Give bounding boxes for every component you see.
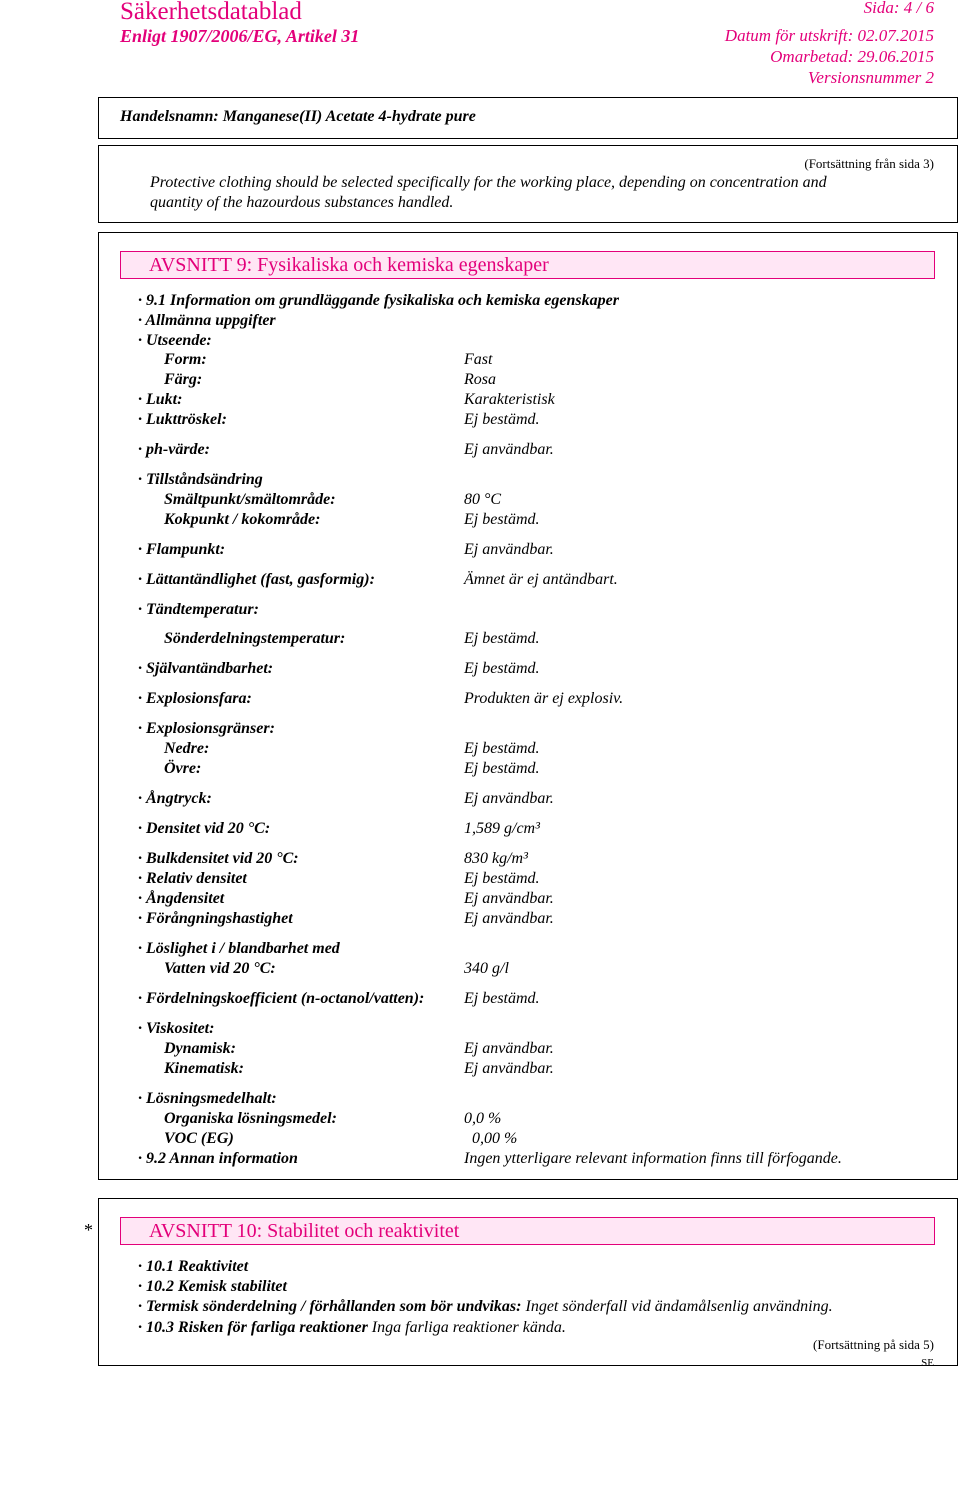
property-value: 340 g/l [464, 960, 509, 977]
protective-clothing-line2: quantity of the hazourdous substances handled. [150, 194, 454, 211]
property-label: · Självantändbarhet: [138, 660, 274, 677]
property-row [138, 660, 540, 678]
property-label: VOC (EG) [164, 1130, 234, 1147]
property-value: Ej användbar. [464, 541, 554, 558]
property-label: · Löslighet i / blandbarhet med [138, 940, 340, 957]
property-value: Rosa [464, 371, 496, 388]
property-value: Ämnet är ej antändbart. [464, 571, 618, 588]
property-label: Nedre: [164, 740, 210, 757]
chemical-stability-line: · 10.2 Kemisk stabilitet [138, 1278, 287, 1295]
property-row [138, 491, 502, 509]
hazardous-reactions-line [138, 1319, 566, 1337]
page-number: Sida: 4 / 6 [863, 0, 934, 17]
property-label: · Lukt: [138, 391, 183, 408]
property-value: 0,00 % [472, 1130, 518, 1147]
property-label: · Fördelningskoefficient (n-octanol/vatten): [138, 990, 425, 1007]
regulation-subtitle: Enligt 1907/2006/EG, Artikel 31 [120, 26, 360, 46]
property-row [138, 690, 624, 708]
property-row [138, 292, 619, 310]
property-row [138, 312, 276, 330]
hazardous-reactions-label: · 10.3 Risken för farliga reaktioner [138, 1319, 368, 1336]
property-row [138, 910, 554, 928]
print-date: Datum för utskrift: 02.07.2015 [724, 26, 934, 45]
property-value: 80 °C [464, 491, 502, 508]
continued-from: (Fortsättning från sida 3) [804, 156, 934, 171]
property-row [138, 541, 554, 559]
property-row [138, 630, 540, 648]
property-value: Produkten är ej explosiv. [464, 690, 624, 707]
revised-date: Omarbetad: 29.06.2015 [770, 47, 934, 66]
property-row [138, 720, 275, 738]
property-label: Kokpunkt / kokområde: [164, 511, 321, 528]
property-label: Dynamisk: [164, 1040, 236, 1057]
property-value: Ej användbar. [464, 910, 554, 927]
property-value: 830 kg/m³ [464, 850, 528, 867]
property-row [138, 332, 212, 350]
property-label: · Lättantändlighet (fast, gasformig): [138, 571, 375, 588]
property-row [138, 371, 496, 389]
protective-clothing-line1: Protective clothing should be selected specifically for the working place, depending on concentration and [150, 174, 827, 191]
property-label: Övre: [164, 760, 202, 777]
property-row [138, 471, 263, 489]
property-label: Vatten vid 20 °C: [164, 960, 276, 977]
country-code: SE [921, 1357, 934, 1369]
property-label: · 9.2 Annan information [138, 1150, 298, 1167]
property-label: · Relativ densitet [138, 870, 247, 887]
property-row [138, 1040, 554, 1058]
continued-to: (Fortsättning på sida 5) [813, 1337, 934, 1352]
property-row [138, 1020, 214, 1038]
property-row [138, 890, 554, 908]
property-row [138, 990, 540, 1008]
property-value: Ej bestämd. [464, 760, 540, 777]
property-row [138, 820, 540, 838]
property-value: Ej användbar. [464, 790, 554, 807]
section10-heading: AVSNITT 10: Stabilitet och reaktivitet [120, 1217, 935, 1245]
property-label: · Explosionsgränser: [138, 720, 275, 737]
property-label: · Tillståndsändring [138, 471, 263, 488]
property-label: · Viskositet: [138, 1020, 215, 1037]
property-row [138, 940, 340, 958]
property-value: Ej bestämd. [464, 660, 540, 677]
property-label: · Densitet vid 20 °C: [138, 820, 271, 837]
property-value: Ej användbar. [464, 1060, 554, 1077]
property-label: · Flampunkt: [138, 541, 226, 558]
version-number: Versionsnummer 2 [807, 68, 934, 87]
property-value: Ej bestämd. [464, 630, 540, 647]
trade-name: Handelsnamn: Manganese(II) Acetate 4-hydrate pure [120, 108, 476, 125]
property-row [138, 1090, 277, 1108]
property-label: · Lösningsmedelhalt: [138, 1090, 277, 1107]
thermal-decomposition-value: Inget sönderfall vid ändamålsenlig användning. [525, 1298, 833, 1315]
property-value: Ej bestämd. [464, 990, 540, 1007]
property-row [138, 850, 528, 868]
section9-heading: AVSNITT 9: Fysikaliska och kemiska egenskaper [120, 251, 935, 279]
property-value: Ej användbar. [464, 441, 554, 458]
property-row [138, 960, 509, 978]
property-row [138, 760, 540, 778]
property-row [138, 870, 540, 888]
property-value: Ingen ytterligare relevant information finns till förfogande. [464, 1150, 842, 1167]
property-value: Fast [464, 351, 493, 368]
property-label: · 9.1 Information om grundläggande fysikaliska och kemiska egenskaper [138, 292, 619, 309]
property-label: Färg: [164, 371, 203, 388]
property-value: Ej bestämd. [464, 740, 540, 757]
property-label: · Tändtemperatur: [138, 601, 259, 618]
thermal-decomposition-line [138, 1298, 833, 1316]
property-row [138, 790, 554, 808]
property-row [138, 601, 259, 619]
property-value: Ej användbar. [464, 890, 554, 907]
property-label: · Ångdensitet [138, 890, 225, 907]
property-row [138, 511, 540, 529]
property-label: · Explosionsfara: [138, 690, 252, 707]
property-row [138, 391, 555, 409]
property-row [138, 441, 554, 459]
changed-marker: * [84, 1220, 93, 1240]
property-label: · Ångtryck: [138, 790, 212, 807]
property-value: Ej bestämd. [464, 411, 540, 428]
property-value: 1,589 g/cm³ [464, 820, 540, 837]
property-value: Ej bestämd. [464, 511, 540, 528]
property-row [138, 351, 493, 369]
property-label: · Allmänna uppgifter [138, 312, 276, 329]
property-label: · Förångningshastighet [138, 910, 293, 927]
property-value: Karakteristisk [464, 391, 555, 408]
property-value: Ej användbar. [464, 1040, 554, 1057]
thermal-decomposition-label: · Termisk sönderdelning / förhållanden som bör undvikas: [138, 1298, 522, 1315]
property-label: Smältpunkt/smältområde: [164, 491, 336, 508]
property-label: Kinematisk: [164, 1060, 245, 1077]
property-value: Ej bestämd. [464, 870, 540, 887]
property-label: Form: [164, 351, 207, 368]
property-row [138, 571, 618, 589]
property-row [138, 740, 540, 758]
property-label: · Utseende: [138, 332, 212, 349]
property-row [138, 1060, 554, 1078]
property-row [138, 1110, 502, 1128]
hazardous-reactions-value: Inga farliga reaktioner kända. [371, 1319, 566, 1336]
property-label: · ph-värde: [138, 441, 210, 458]
property-row [138, 411, 540, 429]
property-label: Organiska lösningsmedel: [164, 1110, 337, 1127]
property-row [138, 1130, 518, 1148]
reactivity-line: · 10.1 Reaktivitet [138, 1258, 249, 1275]
property-label: Sönderdelningstemperatur: [164, 630, 346, 647]
property-label: · Bulkdensitet vid 20 °C: [138, 850, 299, 867]
property-value: 0,0 % [464, 1110, 502, 1127]
document-title: Säkerhetsdatablad [120, 0, 302, 25]
property-label: · Lukttröskel: [138, 411, 227, 428]
property-row [138, 1150, 842, 1168]
